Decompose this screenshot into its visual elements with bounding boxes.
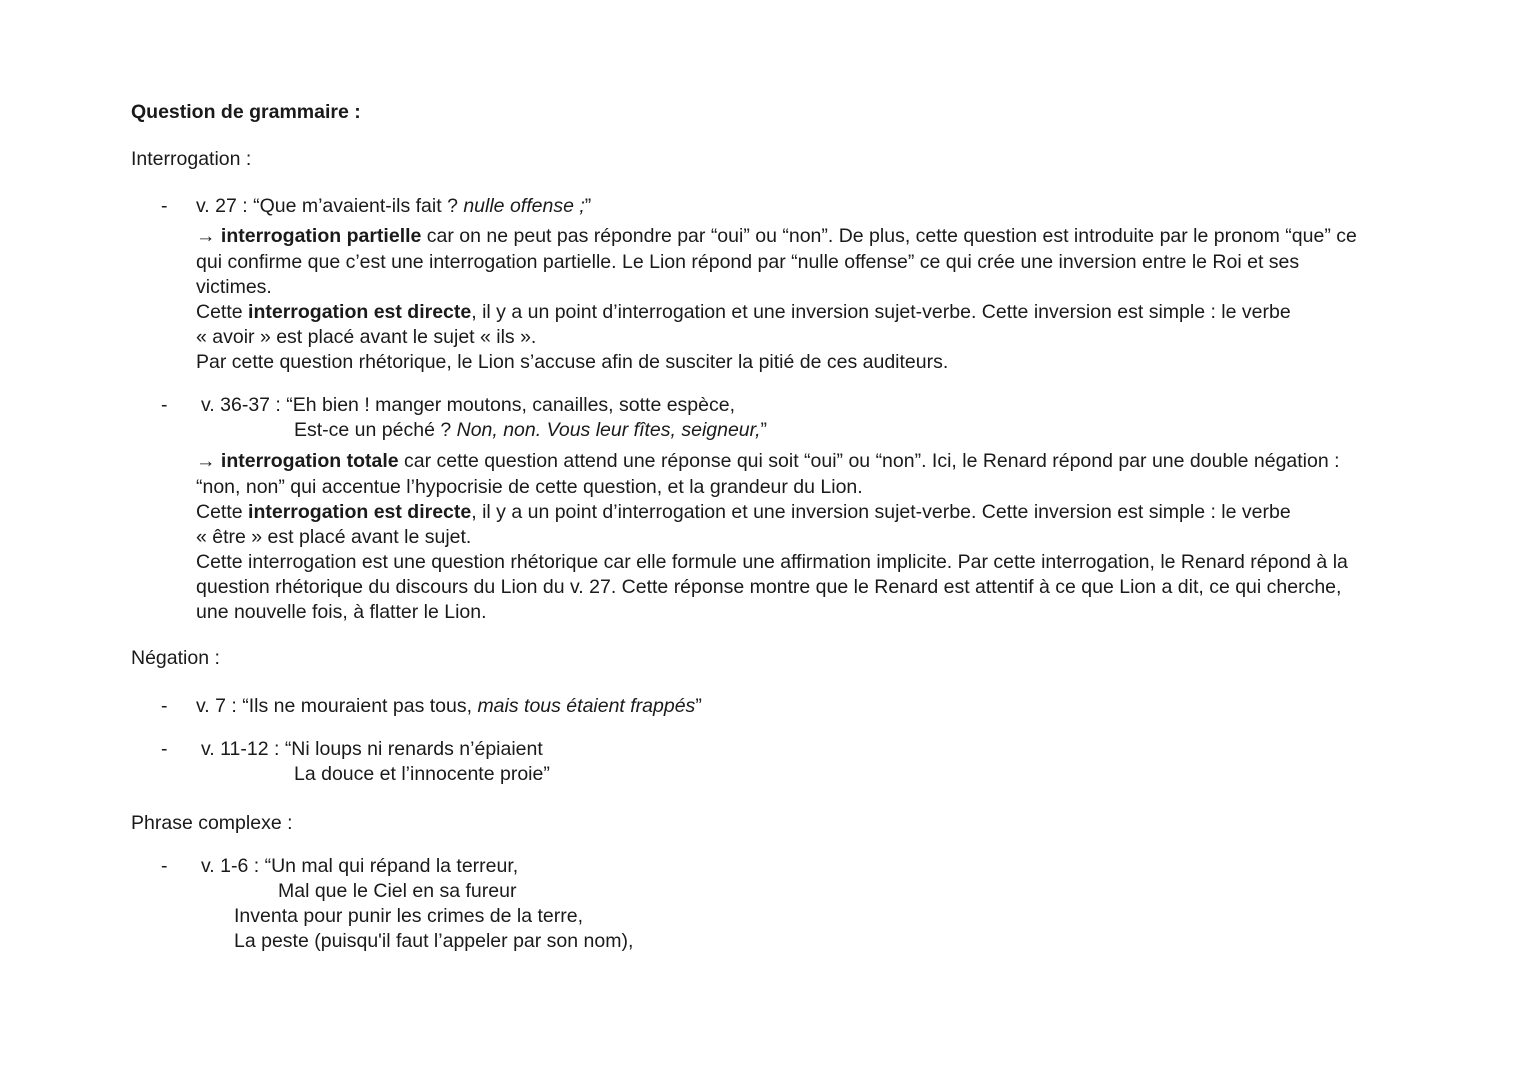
- heading-interrogation: Interrogation :: [131, 148, 252, 170]
- analysis-line: « être » est placé avant le sujet.: [196, 526, 472, 548]
- quote-v11-12: v. 11-12 : “Ni loups ni renards n’épiaient: [201, 738, 543, 760]
- analysis-line: Par cette question rhétorique, le Lion s’accuse afin de susciter la pitié de ces auditeurs.: [196, 351, 949, 373]
- bullet-dash: -: [161, 394, 168, 416]
- analysis-line: question rhétorique du discours du Lion du v. 27. Cette réponse montre que le Renard est attentif à ce que Lion a dit, ce qui cherche,: [196, 576, 1342, 598]
- quote-v1-6-line4: La peste (puisqu'il faut l’appeler par son nom),: [234, 930, 634, 952]
- quote-v36-37-line2: Est-ce un péché ? Non, non. Vous leur fîtes, seigneur,”: [294, 419, 767, 441]
- quote-v7: v. 7 : “Ils ne mouraient pas tous, mais tous étaient frappés”: [196, 695, 702, 717]
- quote-v11-12-line2: La douce et l’innocente proie”: [294, 763, 550, 785]
- analysis-line: Cette interrogation est directe, il y a un point d’interrogation et une inversion sujet-verbe. Cette inversion est simple : le verbe: [196, 501, 1291, 523]
- analysis-line: Cette interrogation est une question rhétorique car elle formule une affirmation implicite. Par cette interrogation, le Renard répond à la: [196, 551, 1348, 573]
- page-title: Question de grammaire :: [131, 101, 361, 123]
- quote-v1-6: v. 1-6 : “Un mal qui répand la terreur,: [201, 855, 519, 877]
- bullet-dash: -: [161, 695, 168, 717]
- bullet-dash: -: [161, 855, 168, 877]
- bullet-dash: -: [161, 738, 168, 760]
- analysis-line: → interrogation totale car cette question attend une réponse qui soit “oui” ou “non”. Ici, le Renard répond par une double négation :: [196, 450, 1340, 472]
- analysis-line: une nouvelle fois, à flatter le Lion.: [196, 601, 487, 623]
- analysis-line: « avoir » est placé avant le sujet « ils ».: [196, 326, 537, 348]
- analysis-line: qui confirme que c’est une interrogation partielle. Le Lion répond par “nulle offense” ce qui crée une inversion entre le Roi et ses: [196, 251, 1300, 273]
- analysis-line: victimes.: [196, 276, 272, 298]
- analysis-line: “non, non” qui accentue l’hypocrisie de cette question, et la grandeur du Lion.: [196, 476, 863, 498]
- quote-v1-6-line3: Inventa pour punir les crimes de la terre,: [234, 905, 584, 927]
- heading-negation: Négation :: [131, 647, 220, 669]
- heading-phrase-complexe: Phrase complexe :: [131, 812, 293, 834]
- quote-v36-37: v. 36-37 : “Eh bien ! manger moutons, canailles, sotte espèce,: [201, 394, 736, 416]
- quote-v27: v. 27 : “Que m’avaient-ils fait ? nulle offense ;”: [196, 195, 592, 217]
- analysis-line: Cette interrogation est directe, il y a un point d’interrogation et une inversion sujet-verbe. Cette inversion est simple : le verbe: [196, 301, 1291, 323]
- analysis-line: → interrogation partielle car on ne peut pas répondre par “oui” ou “non”. De plus, cette question est introduite par le pronom “que” ce: [196, 225, 1357, 247]
- quote-v1-6-line2: Mal que le Ciel en sa fureur: [278, 880, 517, 902]
- bullet-dash: -: [161, 195, 168, 217]
